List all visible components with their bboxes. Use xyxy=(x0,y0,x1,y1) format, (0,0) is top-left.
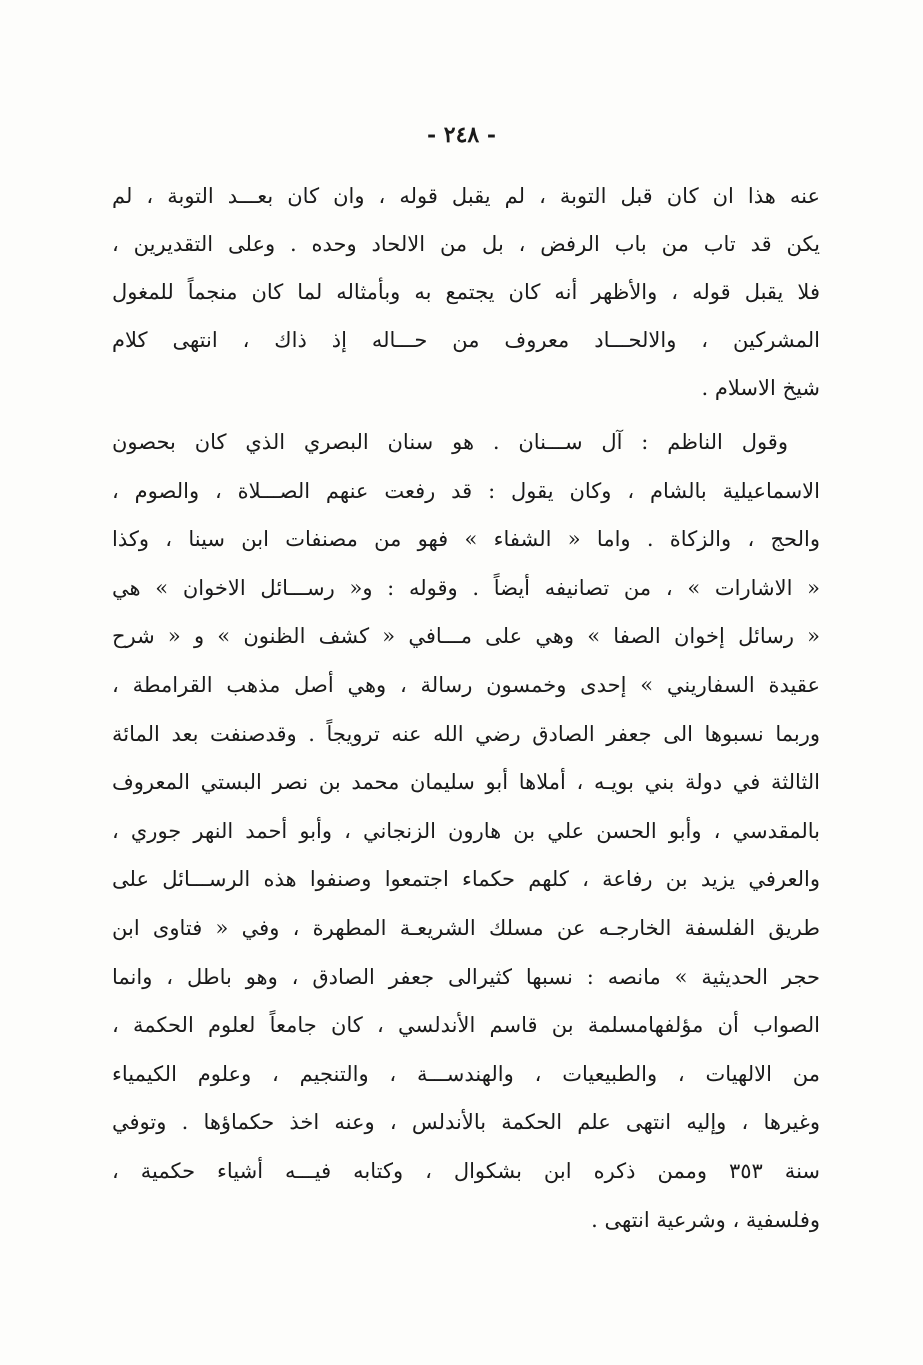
text-line: الاسماعيلية بالشام ، وكان يقول : قد رفعت عنهم الصـــلاة ، والصوم ، xyxy=(112,478,820,503)
text-line: المشركين ، والالحـــاد معروف من حـــاله إذ ذاك ، انتهى كلام xyxy=(112,328,820,352)
text-line: شيخ الاسلام . xyxy=(701,376,820,400)
text-line: والعرفي يزيد بن رفاعة ، كلهم حكماء اجتمعوا وصنفوا هذه الرســـائل على xyxy=(112,867,820,892)
text-line: بالمقدسي ، وأبو الحسن علي بن هارون الزنجاني ، وأبو أحمد النهر جوري ، xyxy=(112,818,820,843)
text-line: من الالهيات ، والطبيعيات ، والهندســـة ، والتنجيم ، وعلوم الكيمياء xyxy=(112,1061,820,1086)
text-line: « الاشارات » ، من تصانيفه أيضاً . وقوله : و« رســـائل الاخوان » هي xyxy=(112,575,820,600)
paragraph-1 xyxy=(112,172,820,412)
text-line: وربما نسبوها الى جعفر الصادق رضي الله عنه ترويجاً . وقدصنفت بعد المائة xyxy=(112,721,820,746)
text-line: « رسائل إخوان الصفا » وهي على مـــافي « كشف الظنون » و « شرح xyxy=(112,624,820,649)
text-line: والحج ، والزكاة . واما « الشفاء » فهو من مصنفات ابن سينا ، وكذا xyxy=(112,527,820,552)
text-line: يكن قد تاب من باب الرفض ، بل من الالحاد وحده . وعلى التقديرين ، xyxy=(112,232,820,256)
page-number: - ٢٤٨ - xyxy=(426,122,497,148)
text-line: طريق الفلسفة الخارجـه عن مسلك الشريعـة المطهرة ، وفي « فتاوى ابن xyxy=(112,915,820,940)
paragraph-2 xyxy=(112,418,820,1244)
text-line: حجر الحديثية » مانصه : نسبها كثيرالى جعفر الصادق ، وهو باطل ، وانما xyxy=(112,964,820,989)
text-line: سنة ٣٥٣ وممن ذكره ابن بشكوال ، وكتابه فيـــه أشياء حكمية ، xyxy=(112,1158,820,1183)
text-line: عقيدة السفاريني » إحدى وخمسون رسالة ، وهي أصل مذهب القرامطة ، xyxy=(112,672,820,697)
text-line: وقول الناظم : آل ســـنان . هو سنان البصري الذي كان بحصون xyxy=(112,430,788,454)
text-line: وغيرها ، وإليه انتهى علم الحكمة بالأندلس ، وعنه اخذ حكماؤها . وتوفي xyxy=(112,1110,820,1135)
text-line: الصواب أن مؤلفهامسلمة بن قاسم الأندلسي ، كان جامعاً لعلوم الحكمة ، xyxy=(112,1013,820,1038)
text-line: عنه هذا ان كان قبل التوبة ، لم يقبل قوله ، وان كان بعـــد التوبة ، لم xyxy=(112,184,820,208)
text-line: فلا يقبل قوله ، والأظهر أنه كان يجتمع به وبأمثاله لما كان منجماً للمغول xyxy=(112,280,820,304)
text-line: الثالثة في دولة بني بويـه ، أملاها أبو سليمان محمد بن نصر البستي المعروف xyxy=(112,770,820,795)
text-line: وفلسفية ، وشرعية انتهى . xyxy=(591,1207,820,1232)
